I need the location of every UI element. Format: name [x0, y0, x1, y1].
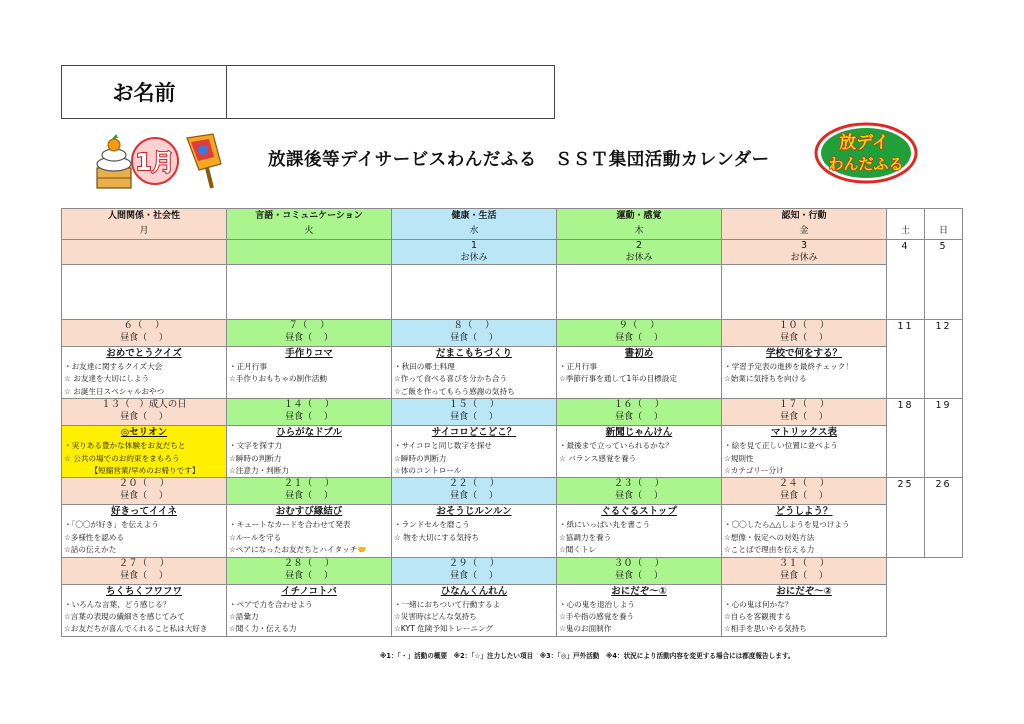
activity-line: ・ペアで力を合わせよう	[229, 599, 313, 609]
header-tue: 言語・コミュニケーション 火	[227, 209, 392, 240]
activity-title: おそうじルンルン	[436, 506, 512, 518]
activity-cell	[392, 347, 557, 399]
activity-title: おにだぞ〜②	[776, 585, 832, 597]
day-cell: ２２（ ） 昼食（ ）	[392, 478, 557, 505]
week2-date-row	[62, 320, 963, 347]
weekend-sat: 18	[887, 399, 925, 478]
week4-date-row	[62, 478, 963, 505]
activity-cell	[392, 505, 557, 557]
activity-cell	[722, 347, 887, 399]
day-cell: ９（ ） 昼食（ ）	[557, 320, 722, 347]
activity-line: ☆話の伝えかた	[64, 545, 117, 555]
activity-title: イチノコトバ	[281, 585, 337, 597]
activity-line: ☆規則性	[724, 453, 754, 463]
activity-line: ・お友達に関するクイズ大会	[64, 362, 163, 371]
activity-title: 好きってイイネ	[111, 506, 177, 518]
week3-activity-row	[62, 426, 963, 478]
activity-line: ☆想像・仮定への対処方法	[724, 532, 815, 542]
header-sun: 日	[925, 209, 963, 240]
activity-line: ☆ お友達を大切にしよう	[64, 374, 150, 384]
activity-line: ・秋田の郷土料理	[394, 362, 455, 371]
activity-line: ・紙にいっぱい丸を書こう	[559, 520, 651, 530]
activity-line: ☆自らを客観視する	[724, 612, 792, 622]
activity-line: ☆災害時はどんな気持ち	[394, 612, 477, 622]
activity-line: ☆体のコントロール	[394, 466, 462, 476]
activity-cell	[227, 347, 392, 399]
activity-cell-empty	[392, 265, 557, 320]
activity-line: ☆始業に気持ちを向ける	[724, 374, 807, 384]
activity-cell	[392, 426, 557, 478]
day-cell: １３（ ）成人の日 昼食（ ）	[62, 399, 227, 426]
activity-line: ☆KYT 危険予知トレーニング	[394, 624, 493, 634]
day-cell: １７（ ） 昼食（ ）	[722, 399, 887, 426]
weekend-sun-5: 5	[925, 240, 963, 320]
activity-line: ・文字を探す力	[229, 441, 283, 451]
name-label: お名前	[62, 66, 227, 118]
weekend-sat-4: 4	[887, 240, 925, 320]
day-cell: ６（ ） 昼食（ ）	[62, 320, 227, 347]
activity-cell	[557, 584, 722, 636]
activity-title: ◎セリオン	[120, 427, 168, 439]
activity-cell	[722, 426, 887, 478]
activity-cell	[227, 426, 392, 478]
day-cell: １６（ ） 昼食（ ）	[557, 399, 722, 426]
activity-line: ・実りある豊かな体験をお友だちと	[64, 441, 186, 451]
activity-title: 新聞じゃんけん	[605, 427, 673, 439]
week5-activity-row	[62, 584, 963, 636]
activity-line: ・絵を見て正しい位置に並べよう	[724, 441, 838, 451]
activity-line: ☆お友だちが喜んでくれること私は大好き	[64, 624, 208, 634]
activity-cell-empty	[62, 265, 227, 320]
footnote: ※1：「・」活動の概要 ※2：「☆」注力したい項目 ※3：「◎」戸外活動 ※4：状況により活動内容を変更する場合には都度報告します。	[380, 652, 795, 660]
activity-title: ひらがなドブル	[276, 427, 342, 439]
day-cell: ２９（ ） 昼食（ ）	[392, 557, 557, 584]
day-cell-3: 3 お休み	[722, 240, 887, 265]
day-cell: ２０（ ） 昼食（ ）	[62, 478, 227, 505]
page-title: 放課後等デイサービスわんだふる ＳＳＴ集団活動カレンダー	[268, 150, 770, 170]
activity-cell	[557, 505, 722, 557]
header-fri: 認知・行動 金	[722, 209, 887, 240]
activity-cell	[392, 584, 557, 636]
activity-line: ☆語彙力	[229, 612, 259, 622]
weekend-sat: 25	[887, 478, 925, 557]
activity-cell	[62, 505, 227, 557]
weekend-empty	[887, 557, 925, 636]
activity-line: ☆手や指の感覚を養う	[559, 612, 635, 622]
activity-line: ☆相手を思いやる気持ち	[724, 624, 807, 634]
calendar-header-row	[62, 209, 963, 240]
activity-cell-empty	[722, 265, 887, 320]
activity-cell-outdoor	[62, 426, 227, 478]
activity-cell	[62, 347, 227, 399]
activity-line: ・サイコロと同じ数字を探せ	[394, 441, 492, 451]
activity-line: ・いろんな言葉、どう感じる？	[64, 599, 171, 609]
weekend-sat: 11	[887, 320, 925, 399]
activity-calendar	[61, 208, 963, 637]
activity-line: ・学習予定表の進捗を最終チェック！	[724, 362, 853, 371]
activity-title: ちくちくフワフワ	[105, 585, 182, 597]
day-cell: ２４（ ） 昼食（ ）	[722, 478, 887, 505]
activity-line: ☆協調力を養う	[559, 532, 612, 542]
activity-line: ・心の鬼は何かな？	[724, 599, 793, 609]
activity-line: ・正月行事	[559, 362, 597, 371]
activity-line: ☆ペアになったお友だちとハイタッチ🤝	[229, 545, 367, 555]
week2-activity-row	[62, 347, 963, 399]
activity-line: ☆手作りおもちゃの制作活動	[229, 374, 327, 384]
header-wed: 健康・生活 水	[392, 209, 557, 240]
activity-line: ☆言葉の表現の繊細さを感じてみて	[64, 612, 185, 622]
day-cell: ２８（ ） 昼食（ ）	[227, 557, 392, 584]
day-cell: ３１（ ） 昼食（ ）	[722, 557, 887, 584]
activity-title: サイコロどこどこ？	[431, 427, 517, 439]
activity-title: 学校で何をする？	[765, 348, 842, 359]
header-mon: 人間関係・社会性 月	[62, 209, 227, 240]
activity-title: マトリックス表	[770, 427, 838, 439]
activity-line: ☆作って食べる喜びを分かち合う	[394, 374, 508, 384]
week1-date-row	[62, 240, 963, 265]
day-cell-2: 2 お休み	[557, 240, 722, 265]
weekend-sun: 12	[925, 320, 963, 399]
activity-line: ☆ことばで理由を伝える力	[724, 545, 815, 555]
activity-cell-empty	[557, 265, 722, 320]
weekend-sun: 19	[925, 399, 963, 478]
activity-line: ☆注意力・判断力	[229, 466, 289, 476]
name-field[interactable]	[227, 66, 554, 118]
header-thu: 運動・感覚 木	[557, 209, 722, 240]
day-cell: ２３（ ） 昼食（ ）	[557, 478, 722, 505]
activity-line: ・キュートなカードを合わせて発表	[229, 520, 351, 530]
day-cell: ２７（ ） 昼食（ ）	[62, 557, 227, 584]
logo-line2: わんだふる	[828, 155, 904, 173]
activity-cell	[62, 584, 227, 636]
activity-title: 書初め	[624, 348, 654, 359]
activity-line: ☆多様性を認める	[64, 532, 124, 542]
activity-line: ・心の鬼を退治しよう	[559, 599, 635, 609]
activity-title: おにだぞ〜①	[611, 585, 667, 597]
activity-title: だまこもちづくり	[436, 348, 512, 359]
header-sat: 土	[887, 209, 925, 240]
activity-cell	[722, 584, 887, 636]
week5-date-row	[62, 557, 963, 584]
activity-line: ☆ 物を大切にする気持ち	[394, 532, 480, 542]
week1-activity-row	[62, 265, 963, 320]
activity-line: ・最後まで立っていられるかな？	[559, 441, 673, 451]
activity-cell	[557, 347, 722, 399]
day-cell: ３０（ ） 昼食（ ）	[557, 557, 722, 584]
activity-line: ☆カテゴリー分け	[724, 466, 784, 476]
name-box	[61, 65, 555, 119]
activity-title: ひなんくんれん	[440, 585, 508, 597]
activity-cell-empty	[227, 265, 392, 320]
wandafuru-logo	[814, 122, 918, 184]
month-badge-icon	[132, 138, 178, 184]
activity-line: ・「〇〇が好き」を伝えよう	[64, 520, 159, 530]
kagami-mochi-icon	[97, 134, 131, 188]
week4-activity-row	[62, 505, 963, 557]
day-cell-empty	[62, 240, 227, 265]
activity-cell	[557, 426, 722, 478]
activity-line: ☆瞬時の判断力	[394, 453, 447, 463]
day-cell: ７（ ） 昼食（ ）	[227, 320, 392, 347]
activity-line: ・一緒におちついて行動するよ	[394, 599, 501, 609]
activity-title: どうしよう？	[775, 506, 833, 518]
activity-line: ☆ バランス感覚を養う	[559, 453, 637, 463]
day-cell: １０（ ） 昼食（ ）	[722, 320, 887, 347]
weekend-sun: 26	[925, 478, 963, 557]
activity-title: 手作りコマ	[285, 348, 333, 359]
activity-line: ・ランドセルを磨こう	[394, 520, 470, 530]
activity-line: ☆ルールを守る	[229, 532, 282, 542]
weekend-empty	[925, 557, 963, 636]
day-cell: ２１（ ） 昼食（ ）	[227, 478, 392, 505]
week3-date-row	[62, 399, 963, 426]
activity-line: 【短縮営業/早めのお帰りです】	[90, 466, 200, 476]
activity-line: ☆ お誕生日スペシャルおやつ	[64, 386, 165, 396]
day-cell: １５（ ） 昼食（ ）	[392, 399, 557, 426]
day-cell-1: 1 お休み	[392, 240, 557, 265]
new-year-illustration	[95, 130, 225, 192]
activity-line: ☆聞く力・伝える力	[229, 624, 297, 634]
activity-cell	[227, 584, 392, 636]
activity-line: ☆鬼のお面制作	[559, 624, 612, 634]
activity-title: おむすび縁結び	[275, 506, 343, 518]
day-cell: １４（ ） 昼食（ ）	[227, 399, 392, 426]
activity-line: ・正月行事	[229, 362, 267, 371]
activity-line: ☆聞くトレ	[559, 545, 597, 555]
activity-line: ☆ 公共の場でのお約束をまもろう	[64, 453, 180, 463]
day-cell-empty	[227, 240, 392, 265]
month-badge-text: 1月	[135, 150, 175, 176]
activity-cell	[722, 505, 887, 557]
activity-title: おめでとうクイズ	[106, 348, 182, 359]
activity-title: ぐるぐるストップ	[601, 506, 677, 518]
activity-line: ☆ご飯を作ってもらう感謝の気持ち	[394, 386, 515, 396]
activity-line: ☆瞬時の判断力	[229, 453, 282, 463]
hagoita-icon	[187, 134, 221, 188]
activity-line: ・〇〇したら△△しようを見つけよう	[724, 520, 850, 530]
activity-line: ☆季節行事を通して1年の目標設定	[559, 374, 677, 384]
activity-cell	[227, 505, 392, 557]
day-cell: ８（ ） 昼食（ ）	[392, 320, 557, 347]
logo-line1: 放デイ	[839, 133, 889, 153]
